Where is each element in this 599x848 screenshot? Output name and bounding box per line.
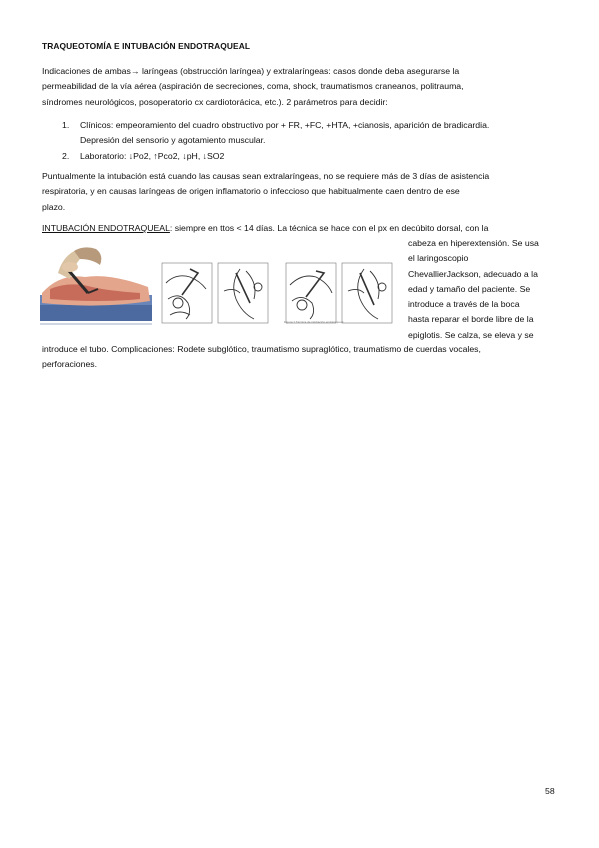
intubation-side-text (408, 236, 558, 343)
text-line: introduce a través de la boca (408, 299, 520, 310)
text-line: introduce el tubo. Complicaciones: Rodete subglótico, traumatismo supraglótico, traumatismo de cuerdas vocales, (42, 344, 481, 354)
text-line: Depresión del sensorio y agotamiento muscular. (80, 135, 266, 146)
text-line: : siempre en ttos < 14 días. La técnica se hace con el px en decúbito dorsal, con la (169, 223, 489, 233)
indications-paragraph (42, 64, 557, 110)
text-line: el laringoscopio (408, 253, 469, 264)
figure-caption: Figura 1 Técnica de intubación endotraqueal (284, 320, 344, 324)
text-line: respiratoria, y en causas laríngeas de origen inflamatorio o infeccioso que habitualmente caen dentro de ese (42, 186, 460, 197)
text-line: ChevallierJackson, adecuado a la (408, 268, 538, 279)
intubation-continuation (42, 342, 562, 373)
diagram-panel (218, 263, 268, 323)
list-number: 1. (62, 120, 70, 130)
list-item (62, 149, 552, 164)
diagram-panel (162, 263, 212, 323)
page-number: 58 (545, 786, 555, 796)
intubation-illustration (40, 243, 402, 333)
patient-photo (40, 245, 152, 325)
text-line: Clínicos: empeoramiento del cuadro obstructivo por + FR, +FC, +HTA, +cianosis, aparición de bradicardia. (80, 120, 490, 130)
section-heading: INTUBACIÓN ENDOTRAQUEAL (42, 223, 170, 233)
criteria-list (62, 118, 552, 164)
intubation-figure (40, 243, 402, 333)
intubation-criteria-paragraph (42, 169, 557, 215)
text-line: epiglotis. Se calza, se eleva y se (408, 329, 534, 340)
text-line: Indicaciones de ambas→ laríngeas (obstrucción laríngea) y extralaríngeas: casos donde deba asegurarse la (42, 66, 460, 76)
intubation-section-first-line (42, 221, 562, 236)
page-title: TRAQUEOTOMÍA E INTUBACIÓN ENDOTRAQUEAL (42, 41, 251, 51)
text-line: permeabilidad de la vía aérea (aspiración de secreciones, coma, shock, traumatismos craneanos, politrauma, (42, 81, 464, 92)
diagram-panel (286, 263, 336, 323)
text-line: plazo. (42, 201, 66, 212)
text-line: Laboratorio: ↓Po2, ↑Pco2, ↓pH, ↓SO2 (80, 150, 225, 161)
list-number: 2. (62, 150, 70, 161)
text-line: cabeza en hiperextensión. Se usa (408, 238, 539, 248)
text-line: edad y tamaño del paciente. Se (408, 283, 531, 294)
text-line: hasta reparar el borde libre de la (408, 314, 534, 325)
text-line: síndromes neurológicos, posoperatorio cx cardiotorácica, etc.). 2 parámetros para decidir: (42, 96, 388, 107)
text-line: perforaciones. (42, 359, 98, 370)
diagram-panel (342, 263, 392, 323)
list-item (62, 118, 552, 149)
text-line: Puntualmente la intubación está cuando las causas sean extralaríngeas, no se requiere más de 3 días de asistencia (42, 171, 490, 181)
